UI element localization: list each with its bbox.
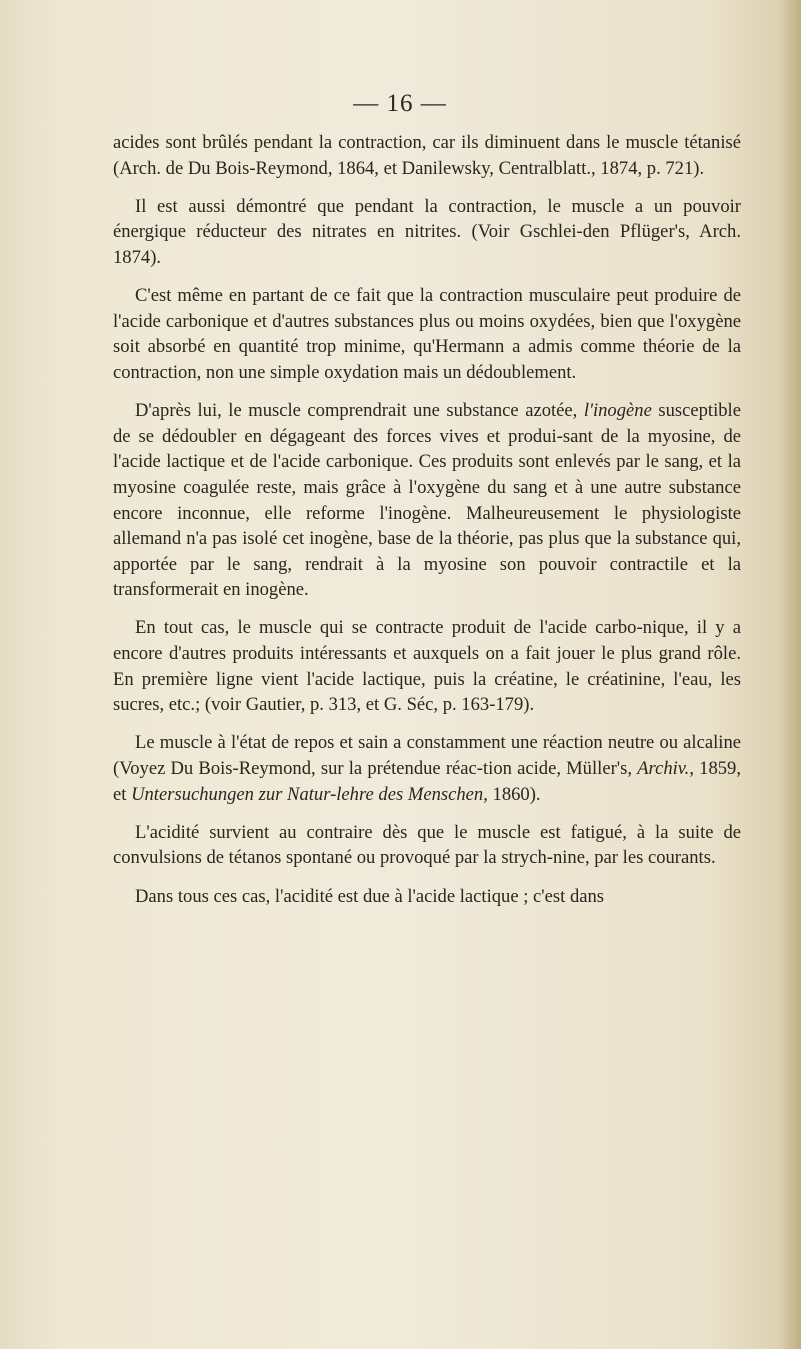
page-number: — 16 — bbox=[353, 90, 447, 117]
paragraph-1 bbox=[113, 130, 741, 181]
paragraph-6-text-end: , 1860). bbox=[483, 783, 541, 805]
paragraph-4-text-start: D'après lui, le muscle comprendrait une substance azotée, bbox=[135, 400, 584, 422]
paragraph-4 bbox=[113, 398, 741, 603]
paragraph-4-text-end: susceptible de se dédoubler en dégageant des forces vives et produi-sant de la myosine, de l'acide lactique et de l'acide carbonique. Ces produits sont enlevés par le sang, et la myosine coagulée reste, mais grâce à l'oxygène du sang et à une autre substance encore inconnue, elle reforme l'inogène. Malheureusement le physiologiste allemand n'a pas isolé cet inogène, base de la théorie, pas plus que la substance qui, apportée par le sang, rendrait à la myosine son pouvoir contractile et la transformerait en inogène. bbox=[113, 400, 741, 601]
body-text bbox=[113, 130, 741, 922]
paragraph-7 bbox=[113, 820, 741, 871]
paragraph-2 bbox=[113, 194, 741, 271]
paragraph-3 bbox=[113, 283, 741, 385]
paragraph-6-italic-archiv: Archiv. bbox=[637, 758, 690, 780]
paragraph-6-text-start: Le muscle à l'état de repos et sain a constamment une réaction neutre ou alcaline (Voyez Du Bois-Reymond, sur la prétendue réac-tion acide, Müller's, bbox=[113, 732, 741, 780]
paragraph-5-text: En tout cas, le muscle qui se contracte produit de l'acide carbo-nique, il y a encore d'autres produits intéressants et auxquels on a fait jouer le plus grand rôle. En première ligne vient l'acide lactique, puis la créatine, le créatinine, l'eau, les sucres, etc.; (voir Gautier, p. 313, et G. Séc, p. 163-179). bbox=[113, 617, 741, 716]
paragraph-1-text: acides sont brûlés pendant la contraction, car ils diminuent dans le muscle tétanisé (Arch. de Du Bois-Reymond, 1864, et Danilewsky, Centralblatt., 1874, p. 721). bbox=[113, 132, 741, 179]
paragraph-3-text: C'est même en partant de ce fait que la contraction musculaire peut produire de l'acide carbonique et d'autres substances plus ou moins oxydées, bien que l'oxygène soit absorbé en quantité trop minime, qu'Hermann a admis comme théorie de la contraction, non une simple oxydation mais un dédoublement. bbox=[113, 285, 741, 383]
paragraph-8-text: Dans tous ces cas, l'acidité est due à l'acide lactique ; c'est dans bbox=[135, 885, 605, 907]
paragraph-4-italic-term: l'inogène bbox=[583, 400, 652, 422]
paragraph-6-italic-title: Untersuchungen zur Natur-lehre des Menschen bbox=[131, 783, 484, 805]
paragraph-2-text: Il est aussi démontré que pendant la contraction, le muscle a un pouvoir énergique réducteur des nitrates en nitrites. (Voir Gschlei-den Pflüger's, Arch. 1874). bbox=[113, 195, 741, 268]
paragraph-6 bbox=[113, 730, 741, 807]
paragraph-5 bbox=[113, 615, 741, 717]
paragraph-6-text-middle: , 1859, et bbox=[113, 758, 741, 805]
paragraph-8 bbox=[113, 884, 741, 910]
paragraph-7-text: L'acidité survient au contraire dès que le muscle est fatigué, à la suite de convulsions de tétanos spontané ou provoqué par la strych-nine, par les courants. bbox=[113, 821, 741, 869]
